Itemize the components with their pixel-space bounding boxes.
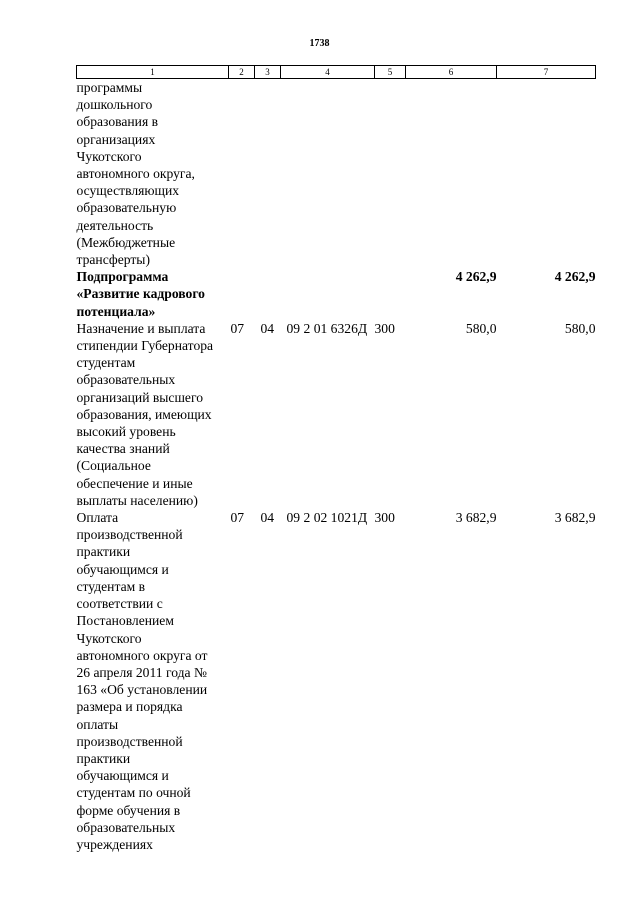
- row-section: [229, 268, 255, 320]
- row-name: Оплата производственной практики обучающимся и студентам в соответствии с Постановлением Чукотского автономного округа от 26 апреля 2011 года № 163 «Об установлении размера и порядка оплаты производственной практики обучающимся и студентам по очной форме обучения в образовательных учреждениях: [76, 510, 208, 852]
- row-expense-type: 300: [374, 320, 395, 336]
- row-name: Подпрограмма «Развитие кадрового потенциала»: [76, 269, 205, 319]
- row-sum-1: 3 682,9: [455, 510, 497, 526]
- column-header-1: 1: [77, 66, 229, 79]
- column-header-3: 3: [255, 66, 281, 79]
- row-sum-2: [497, 79, 596, 269]
- column-header-4: 4: [281, 66, 375, 79]
- column-header-6: 6: [406, 66, 497, 79]
- page-number: 1738: [309, 38, 330, 49]
- row-name: программы дошкольного образования в организациях Чукотского автономного округа, осуществляющих образовательную деятельность (Межбюджетные трансферты): [76, 80, 195, 268]
- row-subsection: 04: [260, 320, 275, 336]
- column-header-5: 5: [375, 66, 406, 79]
- row-target-article: [281, 79, 375, 269]
- row-sum-1: [406, 79, 497, 269]
- table-row: [77, 79, 596, 269]
- table-row: [77, 509, 596, 853]
- row-expense-type: [375, 268, 406, 320]
- row-section: [229, 79, 255, 269]
- row-expense-type: 300: [374, 510, 395, 526]
- column-number-row: [77, 66, 596, 79]
- row-section: 07: [230, 320, 245, 336]
- row-sum-1: 580,0: [465, 320, 497, 336]
- budget-table: [76, 65, 596, 853]
- table-row: [77, 268, 596, 320]
- row-target-article: 09 2 01 6326Д: [286, 320, 368, 336]
- row-target-article: [281, 268, 375, 320]
- row-section: 07: [230, 510, 245, 526]
- row-subsection: 04: [260, 510, 275, 526]
- row-sum-2: 4 262,9: [554, 269, 596, 285]
- row-sum-2: 580,0: [564, 320, 596, 336]
- row-sum-1: 4 262,9: [455, 269, 497, 285]
- row-name: Назначение и выплата стипендии Губернатора студентам образовательных организаций высшего образования, имеющих высокий уровень качества знаний (Социальное обеспечение и иные выплаты населению): [76, 320, 214, 508]
- table-row: [77, 320, 596, 509]
- row-subsection: [255, 79, 281, 269]
- column-header-2: 2: [229, 66, 255, 79]
- row-sum-2: 3 682,9: [554, 510, 596, 526]
- row-expense-type: [375, 79, 406, 269]
- column-header-7: 7: [497, 66, 596, 79]
- row-target-article: 09 2 02 1021Д: [286, 510, 368, 526]
- row-subsection: [255, 268, 281, 320]
